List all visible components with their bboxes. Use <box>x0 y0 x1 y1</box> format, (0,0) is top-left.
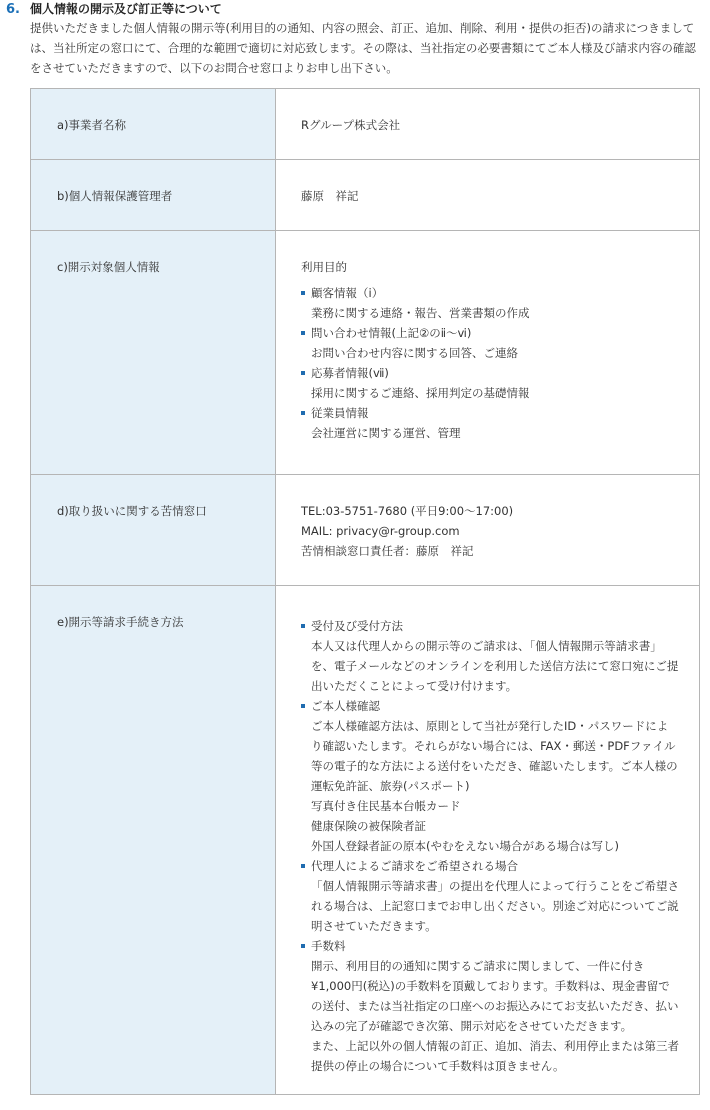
item-body: ご本人様確認方法は、原則として当社が発行したID・パスワードにより確認いたします。それらがない場合には、FAX・郵送・PDFファイル等の電子的な方法による送付をいただき、確認いたします。ご本人様の運転免許証、旅券(パスポート) <box>311 719 678 793</box>
item-head: 従業員情報 <box>311 406 369 420</box>
row-label-privacy-manager: b)個人情報保護管理者 <box>31 160 276 231</box>
item-head: 顧客情報（ⅰ） <box>311 286 384 300</box>
row-label-target-info: c)開示対象個人情報 <box>31 231 276 475</box>
item-extra: 健康保険の被保険者証 <box>311 819 426 833</box>
item-head: 問い合わせ情報(上記②のⅱ～ⅵ) <box>311 326 472 340</box>
item-body: 採用に関するご連絡、採用判定の基礎情報 <box>311 386 530 400</box>
section-title: 個人情報の開示及び訂正等について <box>30 2 222 16</box>
item-body: 会社運営に関する運営、管理 <box>311 426 461 440</box>
list-item <box>301 363 679 403</box>
purpose-list <box>301 283 679 443</box>
purpose-lead: 利用目的 <box>301 260 347 274</box>
item-head: ご本人様確認 <box>311 699 380 713</box>
item-extra: 外国人登録者証の原本(やむをえない場合がある場合は写し) <box>311 839 619 853</box>
item-body: 開示、利用目的の通知に関するご請求に関しまして、一件に付き¥1,000円(税込)の手数料を頂戴しております。手数料は、現金書留での送付、または当社指定の口座へのお振込みにてお支払いただき、払い込みの完了が確認でき次第、開示対応をさせていただきます。 <box>311 959 679 1033</box>
contact-mail: MAIL: privacy@r-group.com <box>301 524 460 538</box>
item-extra: また、上記以外の個人情報の訂正、追加、消去、利用停止または第三者提供の停止の場合について手数料は頂きません。 <box>311 1039 679 1073</box>
row-value-target-info <box>276 231 700 475</box>
table-row <box>31 475 700 586</box>
item-body: お問い合わせ内容に関する回答、ご連絡 <box>311 346 518 360</box>
item-head: 受付及び受付方法 <box>311 619 403 633</box>
row-value-request-procedure <box>276 586 700 1095</box>
list-item <box>301 856 679 936</box>
section-heading <box>6 0 222 18</box>
contact-responsible: 苦情相談窓口責任者：藤原 祥記 <box>301 544 474 558</box>
list-item <box>301 696 679 856</box>
row-label-business-name: a)事業者名称 <box>31 89 276 160</box>
row-value-business-name: Rグループ株式会社 <box>276 89 700 160</box>
table-row <box>31 586 700 1095</box>
list-item <box>301 323 679 363</box>
list-item <box>301 403 679 443</box>
section-number: 6. <box>6 2 20 17</box>
item-head: 代理人によるご請求をご希望される場合 <box>311 859 518 873</box>
intro-text: 提供いただきました個人情報の開示等(利用目的の通知、内容の照会、訂正、追加、削除、利用・提供の拒否)の請求につきましては、当社所定の窓口にて、合理的な範囲で適切に対応致します。その際は、当社指定の必要書類にてご本人様及び請求内容の確認をさせていただきますので、以下のお問合せ窓口よりお申し出下さい。 <box>30 21 696 75</box>
row-value-privacy-manager: 藤原 祥記 <box>276 160 700 231</box>
table-row <box>31 89 700 160</box>
row-label-request-procedure: e)開示等請求手続き方法 <box>31 586 276 1095</box>
item-head: 手数料 <box>311 939 346 953</box>
item-head: 応募者情報(ⅶ) <box>311 366 389 380</box>
item-body: 本人又は代理人からの開示等のご請求は、「個人情報開示等請求書」を、電子メールなどのオンラインを利用した送信方法にて窓口宛にご提出いただくことによって受け付けます。 <box>311 639 679 693</box>
table-row <box>31 231 700 475</box>
item-extra: 写真付き住民基本台帳カード <box>311 799 461 813</box>
row-label-complaint-desk: d)取り扱いに関する苦情窓口 <box>31 475 276 586</box>
disclosure-info-table <box>30 88 700 1095</box>
section-intro <box>30 18 704 78</box>
row-value-complaint-desk <box>276 475 700 586</box>
table-row <box>31 160 700 231</box>
contact-tel: TEL:03-5751-7680 (平日9:00～17:00) <box>301 504 514 518</box>
procedure-list <box>301 616 679 1076</box>
list-item <box>301 936 679 1076</box>
list-item <box>301 616 679 696</box>
item-body: 「個人情報開示等請求書」の提出を代理人によって行うことをご希望される場合は、上記窓口までお申し出ください。別途ご対応についてご説明させていただきます。 <box>311 879 679 933</box>
item-body: 業務に関する連絡・報告、営業書類の作成 <box>311 306 530 320</box>
list-item <box>301 283 679 323</box>
